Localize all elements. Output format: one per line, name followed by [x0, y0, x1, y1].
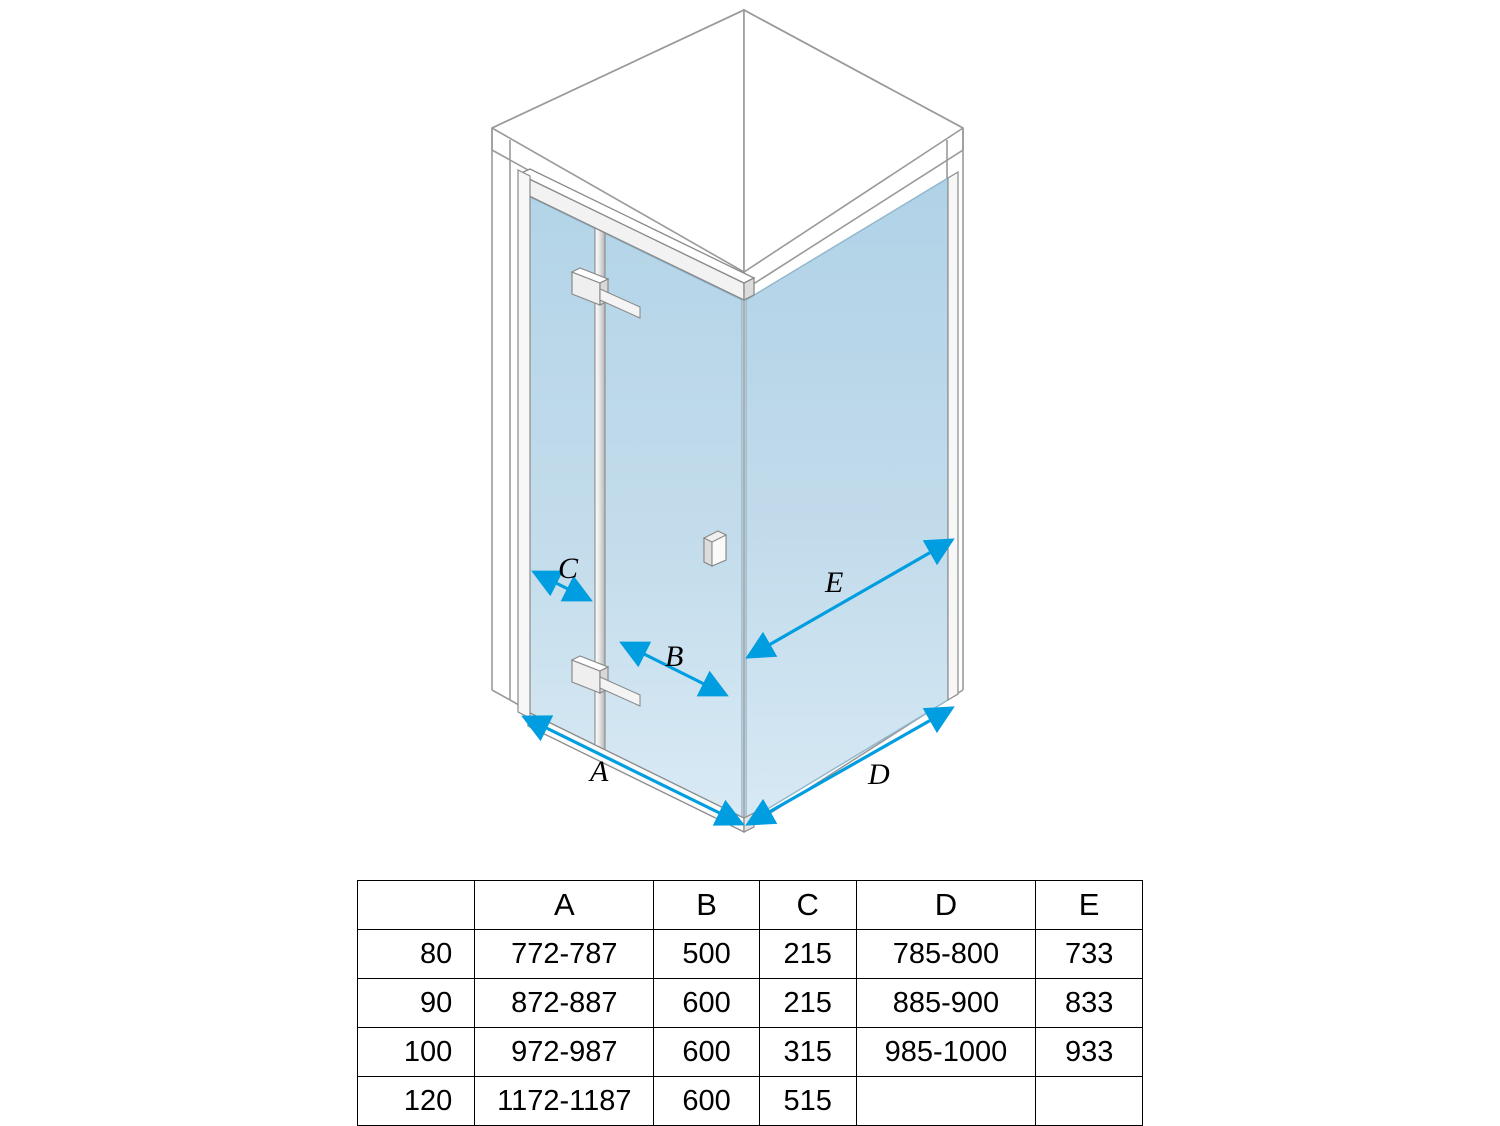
cell-c: 215	[759, 930, 856, 979]
cell-d: 785-800	[856, 930, 1036, 979]
header-size	[358, 881, 475, 930]
cell-a: 872-887	[475, 979, 654, 1028]
cell-b: 500	[654, 930, 759, 979]
cell-size: 100	[358, 1028, 475, 1077]
wall-profile-left	[518, 170, 530, 718]
table-row	[358, 930, 1143, 979]
header-e: E	[1036, 881, 1143, 930]
cell-b: 600	[654, 1028, 759, 1077]
header-b: B	[654, 881, 759, 930]
cell-c: 215	[759, 979, 856, 1028]
cell-size: 80	[358, 930, 475, 979]
label-e: E	[825, 566, 844, 599]
cell-e: 733	[1036, 930, 1143, 979]
cell-b: 600	[654, 1077, 759, 1126]
cell-e	[1036, 1077, 1143, 1126]
table-header-row	[358, 881, 1143, 930]
cell-c: 515	[759, 1077, 856, 1126]
label-c: C	[558, 552, 579, 585]
cell-a: 972-987	[475, 1028, 654, 1077]
cell-a: 1172-1187	[475, 1077, 654, 1126]
cell-b: 600	[654, 979, 759, 1028]
cell-d	[856, 1077, 1036, 1126]
cell-a: 772-787	[475, 930, 654, 979]
cell-size: 90	[358, 979, 475, 1028]
cell-e: 933	[1036, 1028, 1143, 1077]
cell-e: 833	[1036, 979, 1143, 1028]
dimension-table	[357, 880, 1143, 1126]
cell-d: 885-900	[856, 979, 1036, 1028]
cell-c: 315	[759, 1028, 856, 1077]
header-c: C	[759, 881, 856, 930]
header-d: D	[856, 881, 1036, 930]
label-b: B	[665, 640, 684, 673]
left-door-glass	[528, 196, 742, 818]
cell-size: 120	[358, 1077, 475, 1126]
right-glass-panel	[746, 178, 948, 822]
label-d: D	[868, 758, 890, 791]
door-handle	[704, 531, 726, 566]
table-row	[358, 1028, 1143, 1077]
table-row	[358, 1077, 1143, 1126]
table-row	[358, 979, 1143, 1028]
label-a: A	[590, 755, 609, 788]
wall-profile-right	[948, 172, 958, 700]
cell-d: 985-1000	[856, 1028, 1036, 1077]
header-a: A	[475, 881, 654, 930]
